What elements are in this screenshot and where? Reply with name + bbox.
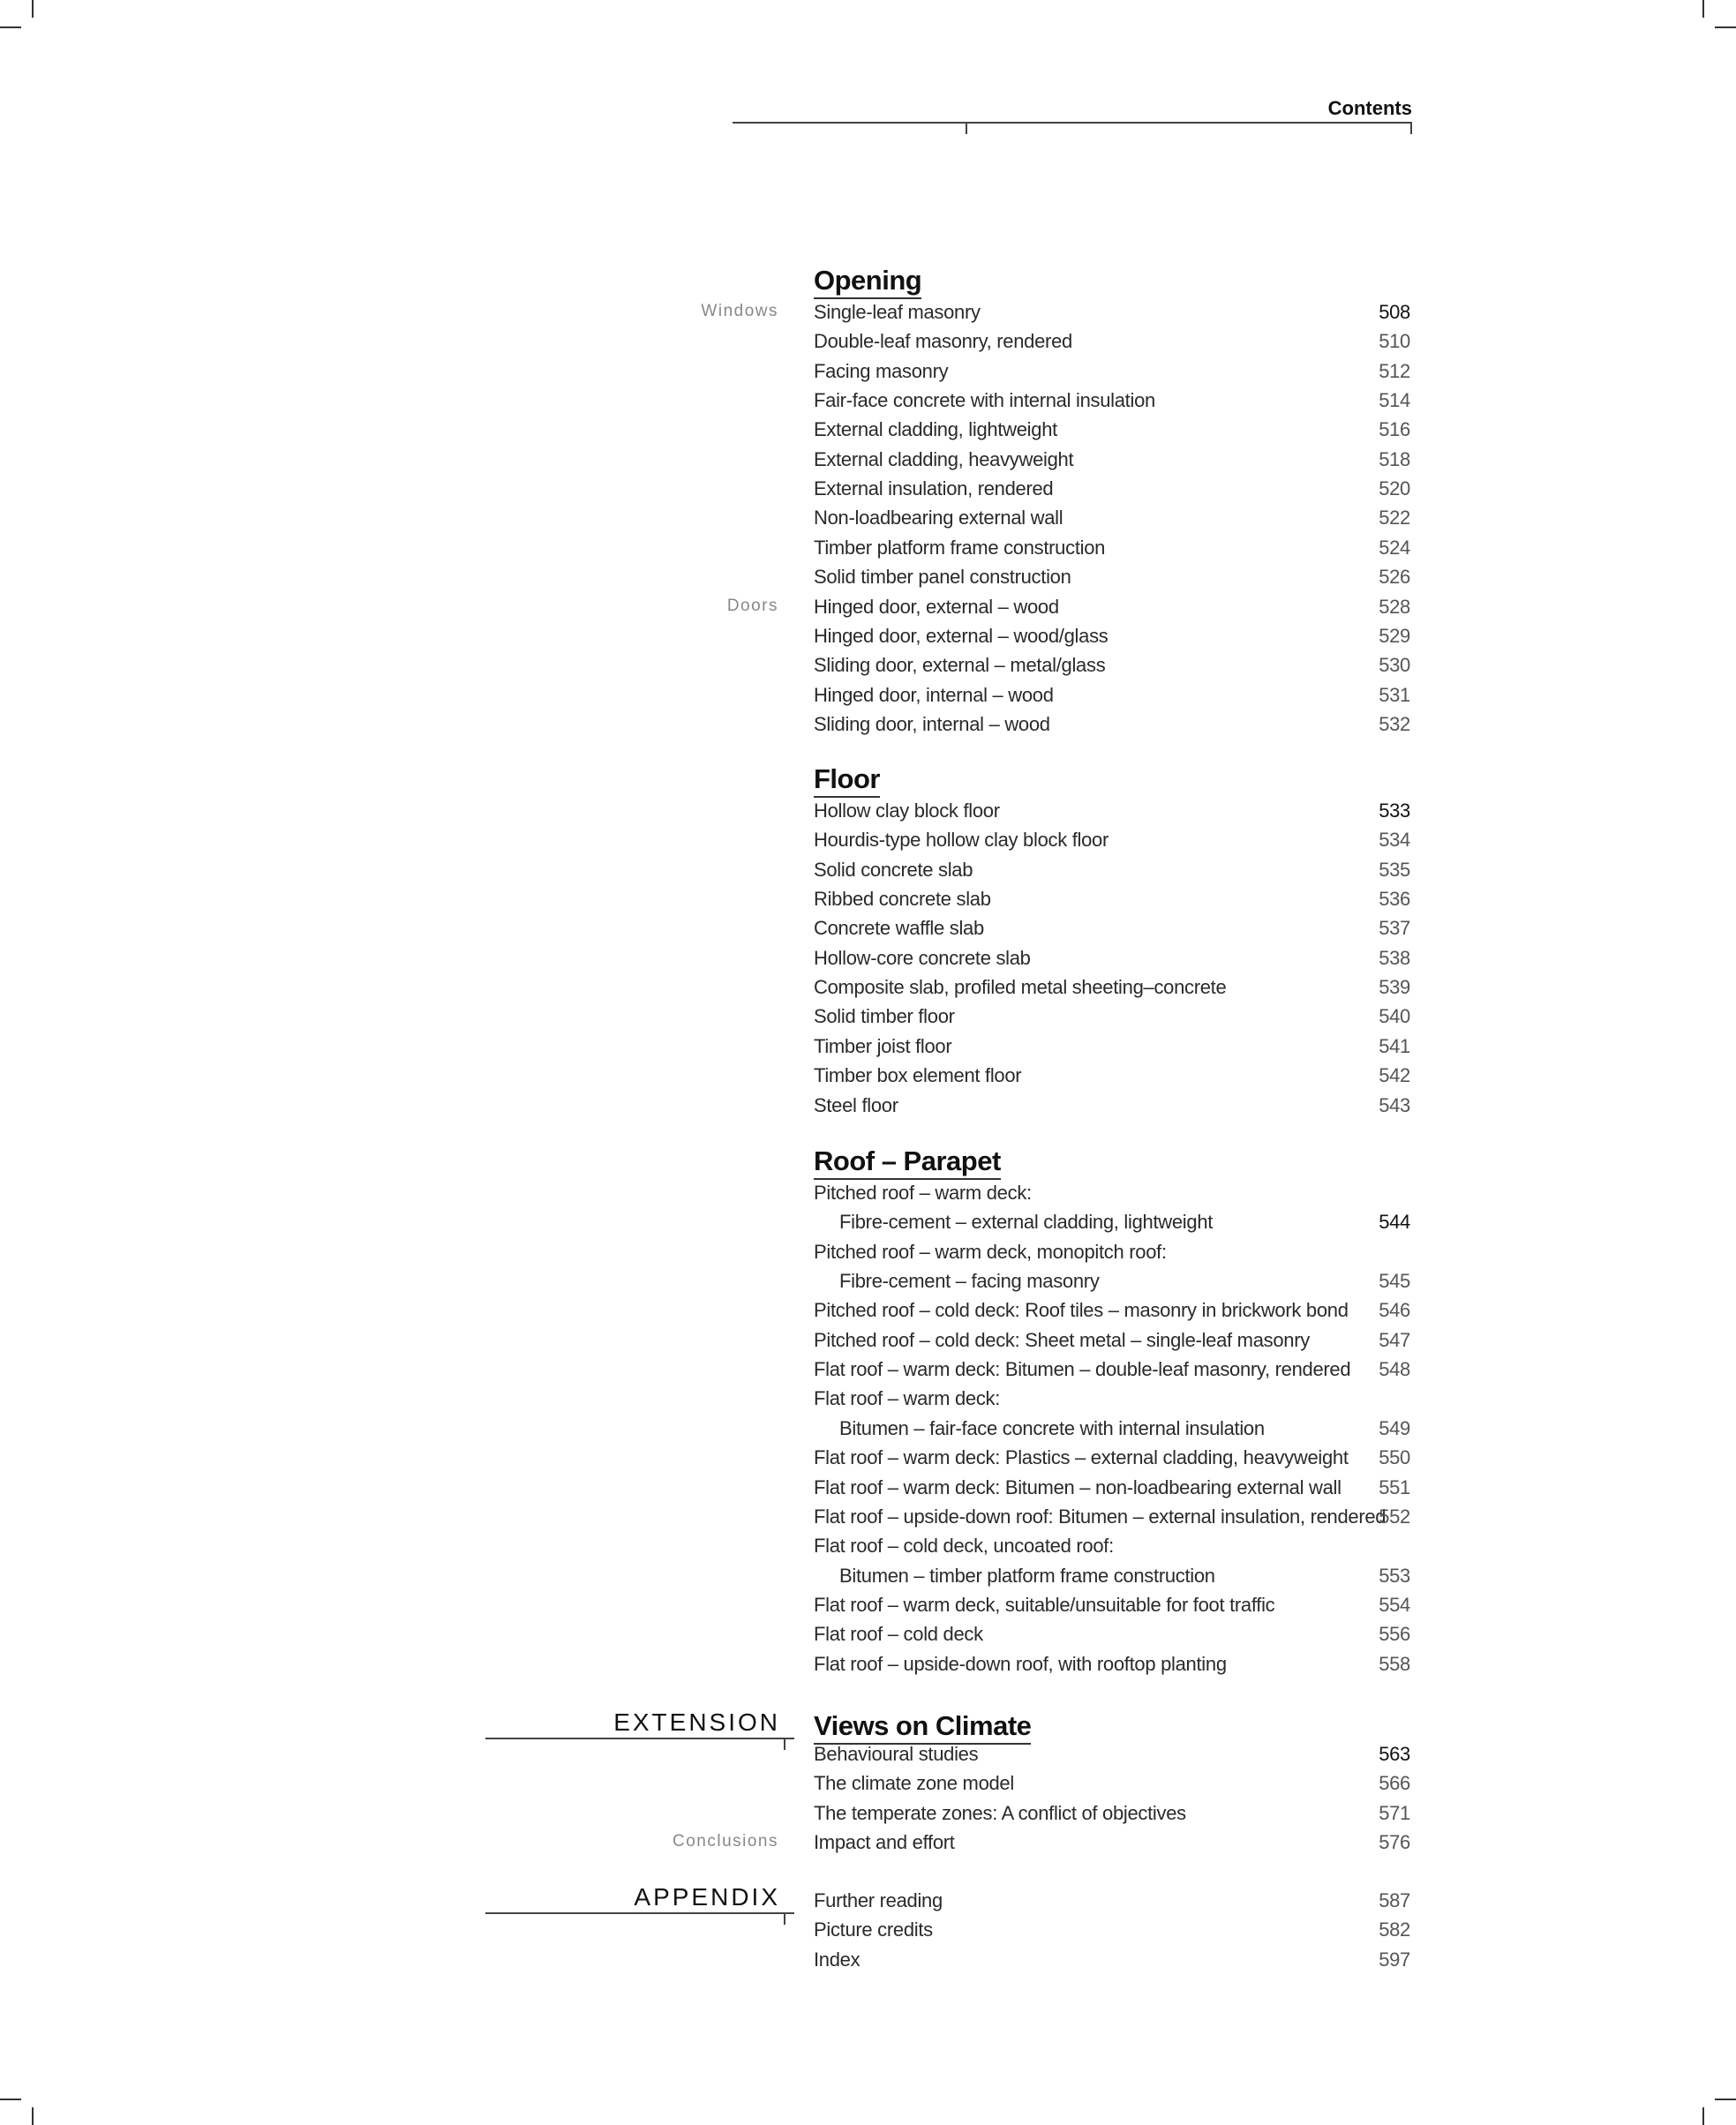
toc-entry[interactable] <box>814 943 1412 972</box>
toc-entry-page: 554 <box>1379 1593 1410 1616</box>
toc-entry-title: Flat roof – upside-down roof, with rooftop planting <box>814 1652 1227 1675</box>
toc-entry-title: Flat roof – cold deck <box>814 1623 983 1646</box>
toc-entry-page: 556 <box>1379 1623 1410 1646</box>
toc-entry[interactable] <box>814 1178 1412 1207</box>
toc-entry[interactable] <box>814 415 1412 444</box>
toc-entry-page: 543 <box>1379 1093 1410 1116</box>
toc-entry-title: Pitched roof – cold deck: Sheet metal – single-leaf masonry <box>814 1328 1310 1351</box>
toc-entry-title: Hourdis-type hollow clay block floor <box>814 829 1109 852</box>
toc-entry-title: Flat roof – cold deck, uncoated roof: <box>814 1535 1114 1558</box>
toc-entry-title: Pitched roof – warm deck, monopitch roof: <box>814 1240 1167 1263</box>
part-rule-tick <box>784 1912 785 1925</box>
toc-entry[interactable] <box>814 650 1412 680</box>
part-rule <box>485 1738 794 1739</box>
toc-entry-page: 532 <box>1379 712 1410 735</box>
toc-entry-title: Flat roof – warm deck: Bitumen – double-leaf masonry, rendered <box>814 1358 1351 1381</box>
toc-entry[interactable] <box>814 1739 1412 1768</box>
toc-entry-title: Non-loadbearing external wall <box>814 507 1063 529</box>
toc-entry[interactable] <box>814 680 1412 710</box>
toc-entry-title: The temperate zones: A conflict of objectives <box>814 1801 1186 1824</box>
toc-entry-title: Bitumen – timber platform frame construction <box>839 1564 1215 1587</box>
part-rule <box>485 1912 794 1914</box>
toc-entry[interactable] <box>814 1915 1412 1944</box>
toc-entry-title: Steel floor <box>814 1093 898 1116</box>
toc-entry-page: 546 <box>1379 1299 1410 1322</box>
toc-entry-page: 512 <box>1379 359 1410 382</box>
toc-entry[interactable] <box>814 1886 1412 1915</box>
toc-entry[interactable] <box>814 1502 1412 1531</box>
toc-entry[interactable] <box>814 1414 1412 1443</box>
toc-entry-page: 550 <box>1379 1446 1410 1469</box>
toc-entry[interactable] <box>814 1443 1412 1472</box>
toc-entry[interactable] <box>814 445 1412 474</box>
toc-entry-title: Ribbed concrete slab <box>814 888 991 911</box>
toc-entry[interactable] <box>814 1002 1412 1031</box>
toc-entry-title: Sliding door, external – metal/glass <box>814 654 1106 677</box>
toc-entry-title: Pitched roof – warm deck: <box>814 1182 1032 1204</box>
toc-entry[interactable] <box>814 1798 1412 1828</box>
toc-entry-title: Flat roof – upside-down roof: Bitumen – external insulation, rendered <box>814 1505 1387 1528</box>
toc-entry[interactable] <box>814 297 1412 327</box>
toc-entry-title: Single-leaf masonry <box>814 301 981 323</box>
toc-entry-page: 587 <box>1379 1889 1410 1911</box>
toc-entry-page: 553 <box>1379 1564 1410 1587</box>
toc-entry-page: 514 <box>1379 389 1410 412</box>
toc-entry[interactable] <box>814 1473 1412 1502</box>
toc-entry-page: 535 <box>1379 858 1410 881</box>
toc-entry-page: 545 <box>1379 1270 1410 1293</box>
toc-entry-title: Hollow clay block floor <box>814 800 1000 822</box>
toc-entry-title: Index <box>814 1948 860 1971</box>
page-header-title: Contents <box>1327 97 1412 119</box>
toc-entry-page: 531 <box>1379 683 1410 706</box>
toc-entry[interactable] <box>814 474 1412 503</box>
toc-entry-title: The climate zone model <box>814 1772 1014 1795</box>
toc-entry-page: 551 <box>1379 1475 1410 1498</box>
toc-entry-title: Fibre-cement – facing masonry <box>839 1270 1100 1293</box>
toc-entry-title: Flat roof – warm deck: Plastics – external cladding, heavyweight <box>814 1446 1349 1469</box>
toc-entry-page: 529 <box>1379 624 1410 647</box>
toc-entry-title: Solid timber floor <box>814 1005 955 1028</box>
toc-entry-page: 538 <box>1379 946 1410 969</box>
toc-entry-page: 571 <box>1379 1801 1410 1824</box>
toc-entry-page: 539 <box>1379 976 1410 999</box>
toc-entry-title: Timber box element floor <box>814 1064 1022 1087</box>
toc-entry-title: Fair-face concrete with internal insulation <box>814 389 1155 412</box>
toc-entry-page: 536 <box>1379 888 1410 911</box>
toc-entry-page: 563 <box>1379 1743 1410 1765</box>
toc-entry[interactable] <box>814 503 1412 532</box>
toc-entry[interactable] <box>814 386 1412 415</box>
toc-entry[interactable] <box>814 710 1412 739</box>
part-rule-tick <box>784 1738 785 1750</box>
toc-entry-title: Flat roof – warm deck: Bitumen – non-loadbearing external wall <box>814 1475 1341 1498</box>
toc-entry-page: 541 <box>1379 1034 1410 1057</box>
toc-entry-page: 520 <box>1379 477 1410 500</box>
toc-entry-page: 549 <box>1379 1416 1410 1439</box>
toc-entry-title: Hinged door, external – wood <box>814 595 1059 618</box>
toc-entry-page: 516 <box>1379 418 1410 441</box>
toc-entry-title: External cladding, lightweight <box>814 418 1057 441</box>
toc-entry[interactable] <box>814 825 1412 854</box>
toc-entry-page: 528 <box>1379 595 1410 618</box>
toc-entry-page: 534 <box>1379 829 1410 852</box>
toc-entry[interactable] <box>814 1266 1412 1295</box>
toc-entry-title: Further reading <box>814 1889 943 1911</box>
toc-entry-title: Hinged door, external – wood/glass <box>814 624 1108 647</box>
toc-entry[interactable] <box>814 1619 1412 1648</box>
toc-entry-page: 548 <box>1379 1358 1410 1381</box>
toc-entry-page: 510 <box>1379 330 1410 353</box>
toc-entry[interactable] <box>814 562 1412 591</box>
toc-entry-title: Solid timber panel construction <box>814 566 1071 589</box>
toc-entry[interactable] <box>814 1207 1412 1236</box>
toc-entry-page: 522 <box>1379 507 1410 529</box>
toc-entry[interactable] <box>814 327 1412 356</box>
toc-entry-title: Sliding door, internal – wood <box>814 712 1050 735</box>
toc-entry-page: 533 <box>1379 800 1410 822</box>
section-title: Opening <box>814 265 921 299</box>
toc-entry-title: Pitched roof – cold deck: Roof tiles – masonry in brickwork bond <box>814 1299 1349 1322</box>
toc-entry-title: Flat roof – warm deck, suitable/unsuitable for foot traffic <box>814 1593 1275 1616</box>
toc-entry-title: Picture credits <box>814 1919 933 1941</box>
toc-entry[interactable] <box>814 533 1412 562</box>
toc-entry-title: External cladding, heavyweight <box>814 447 1074 470</box>
toc-entry-page: 542 <box>1379 1064 1410 1087</box>
toc-entry[interactable] <box>814 621 1412 650</box>
toc-entry-title: Facing masonry <box>814 359 949 382</box>
toc-entry[interactable] <box>814 972 1412 1002</box>
toc-entry-page: 537 <box>1379 917 1410 940</box>
part-label: APPENDIX <box>634 1883 780 1911</box>
section-title: Roof – Parapet <box>814 1145 1001 1180</box>
toc-entry-page: 582 <box>1379 1919 1410 1941</box>
toc-entry-page: 552 <box>1379 1505 1410 1528</box>
toc-entry[interactable] <box>814 1384 1412 1413</box>
side-label: Conclusions <box>673 1832 778 1851</box>
toc-entry[interactable] <box>814 855 1412 884</box>
toc-entry[interactable] <box>814 1061 1412 1090</box>
toc-entry-page: 558 <box>1379 1652 1410 1675</box>
toc-entry-title: Double-leaf masonry, rendered <box>814 330 1072 353</box>
toc-entry-title: Hinged door, internal – wood <box>814 683 1054 706</box>
toc-entry-title: Timber platform frame construction <box>814 536 1106 559</box>
toc-entry[interactable] <box>814 357 1412 386</box>
toc-entry[interactable] <box>814 1945 1412 1974</box>
toc-entry[interactable] <box>814 1237 1412 1266</box>
toc-entry[interactable] <box>814 1590 1412 1619</box>
side-label: Windows <box>701 302 778 320</box>
toc-entry-title: Solid concrete slab <box>814 858 973 881</box>
toc-entry-page: 530 <box>1379 654 1410 677</box>
toc-entry-page: 508 <box>1379 301 1410 323</box>
toc-entry-title: Fibre-cement – external cladding, lightweight <box>839 1211 1214 1234</box>
toc-entry[interactable] <box>814 1355 1412 1384</box>
toc-entry-title: Composite slab, profiled metal sheeting–concrete <box>814 976 1227 999</box>
toc-entry[interactable] <box>814 1091 1412 1120</box>
toc-entry-page: 518 <box>1379 447 1410 470</box>
section-title: Floor <box>814 763 880 798</box>
toc-entry-page: 566 <box>1379 1772 1410 1795</box>
toc-entry[interactable] <box>814 1768 1412 1798</box>
toc-entry-title: Behavioural studies <box>814 1743 979 1765</box>
toc-entry-page: 540 <box>1379 1005 1410 1028</box>
toc-entry-title: Flat roof – warm deck: <box>814 1387 1001 1410</box>
toc-entry[interactable] <box>814 1531 1412 1560</box>
side-label: Doors <box>726 596 778 615</box>
toc-entry-page: 547 <box>1379 1328 1410 1351</box>
toc-entry[interactable] <box>814 592 1412 621</box>
toc-entry-title: Bitumen – fair-face concrete with internal insulation <box>839 1416 1265 1439</box>
toc-entry-page: 576 <box>1379 1831 1410 1854</box>
toc-entry-page: 544 <box>1379 1211 1410 1234</box>
toc-entry-title: Concrete waffle slab <box>814 917 984 940</box>
toc-entry-page: 526 <box>1379 566 1410 589</box>
toc-entry-title: Hollow-core concrete slab <box>814 946 1031 969</box>
toc-entry[interactable] <box>814 1561 1412 1590</box>
toc-entry-page: 524 <box>1379 536 1410 559</box>
toc-entry[interactable] <box>814 1325 1412 1355</box>
toc-entry[interactable] <box>814 913 1412 942</box>
toc-entry-title: External insulation, rendered <box>814 477 1054 500</box>
toc-entry[interactable] <box>814 1032 1412 1061</box>
toc-entry[interactable] <box>814 1295 1412 1325</box>
toc-entry[interactable] <box>814 1649 1412 1678</box>
toc-entry-title: Impact and effort <box>814 1831 955 1854</box>
toc-entry[interactable] <box>814 884 1412 913</box>
toc-entry[interactable] <box>814 1828 1412 1857</box>
toc-entry-page: 597 <box>1379 1948 1410 1971</box>
section-title: Views on Climate <box>814 1710 1031 1745</box>
toc-entry-title: Timber joist floor <box>814 1034 952 1057</box>
toc-entry[interactable] <box>814 796 1412 825</box>
part-label: EXTENSION <box>613 1708 780 1736</box>
